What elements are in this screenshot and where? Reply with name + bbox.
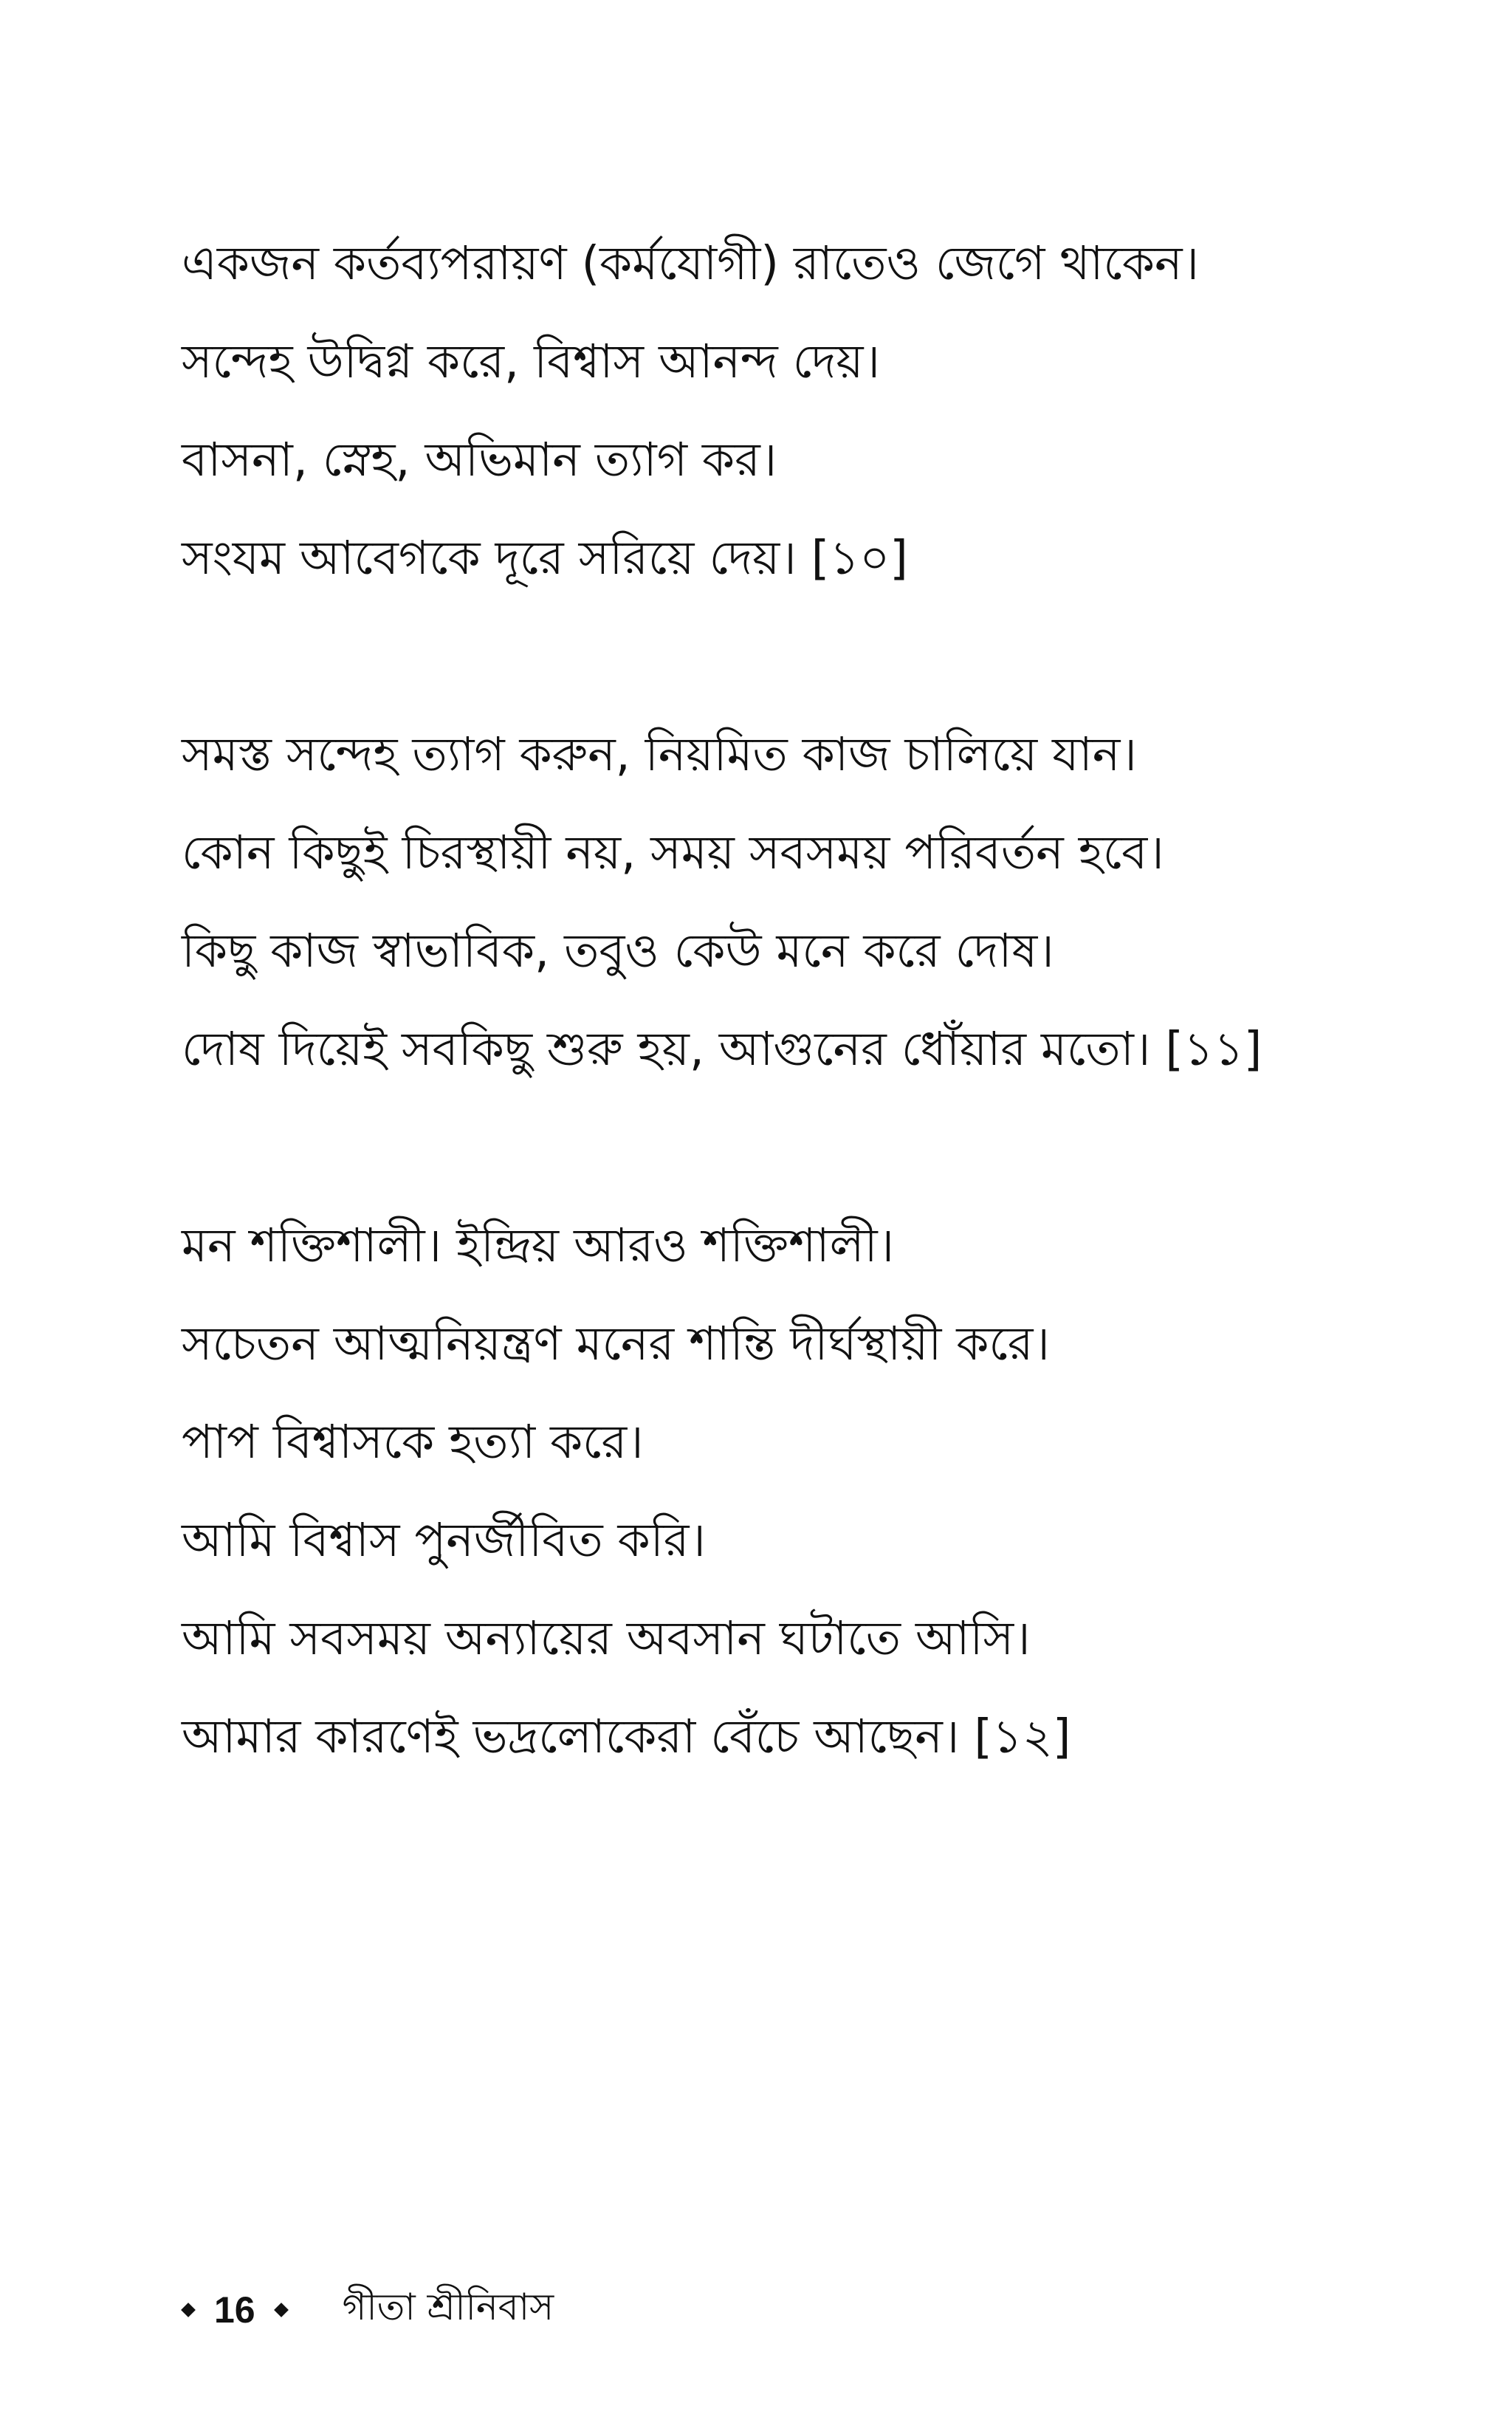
stanza-11 xyxy=(182,705,1363,1098)
page-number: 16 xyxy=(214,2289,255,2331)
stanza-12 xyxy=(182,1196,1363,1786)
diamond-bullet-icon xyxy=(274,2303,289,2317)
verse-line: কোন কিছুই চিরস্থায়ী নয়, সময় সবসময় পরিবর্তন হবে। xyxy=(182,826,1164,880)
verse-line: পাপ বিশ্বাসকে হত্যা করে। xyxy=(182,1415,644,1469)
verse-line: দোষ দিয়েই সবকিছু শুরু হয়, আগুনের ধোঁয়ার মতো। [১১] xyxy=(182,1022,1262,1076)
verse-line: আমার কারণেই ভদ্রলোকেরা বেঁচে আছেন। [১২] xyxy=(182,1710,1071,1763)
stanza-10 xyxy=(182,214,1363,607)
verse-line: বাসনা, স্নেহ, অভিমান ত্যাগ কর। xyxy=(182,433,777,487)
verse-line: সচেতন আত্মনিয়ন্ত্রণ মনের শান্তি দীর্ঘস্থায়ী করে। xyxy=(182,1317,1050,1371)
verse-line: আমি সবসময় অন্যায়ের অবসান ঘটাতে আসি। xyxy=(182,1611,1031,1665)
diamond-bullet-icon xyxy=(181,2303,196,2317)
verse-line: আমি বিশ্বাস পুনর্জীবিত করি। xyxy=(182,1513,706,1567)
verse-line: সন্দেহ উদ্বিগ্ন করে, বিশ্বাস আনন্দ দেয়। xyxy=(182,335,881,388)
author-name: গীতা শ্রীনিবাস xyxy=(342,2285,554,2328)
page-footer xyxy=(183,2280,554,2340)
verse-line: একজন কর্তব্যপরায়ণ (কর্মযোগী) রাতেও জেগে থাকেন। xyxy=(182,236,1200,290)
verse-line: সমস্ত সন্দেহ ত্যাগ করুন, নিয়মিত কাজ চালিয়ে যান। xyxy=(182,727,1137,781)
verse-line: সংযম আবেগকে দূরে সরিয়ে দেয়। [১০] xyxy=(182,531,908,585)
verse-line: মন শক্তিশালী। ইন্দ্রিয় আরও শক্তিশালী। xyxy=(182,1218,895,1272)
verse-line: কিছু কাজ স্বাভাবিক, তবুও কেউ মনে করে দোষ। xyxy=(182,924,1054,978)
